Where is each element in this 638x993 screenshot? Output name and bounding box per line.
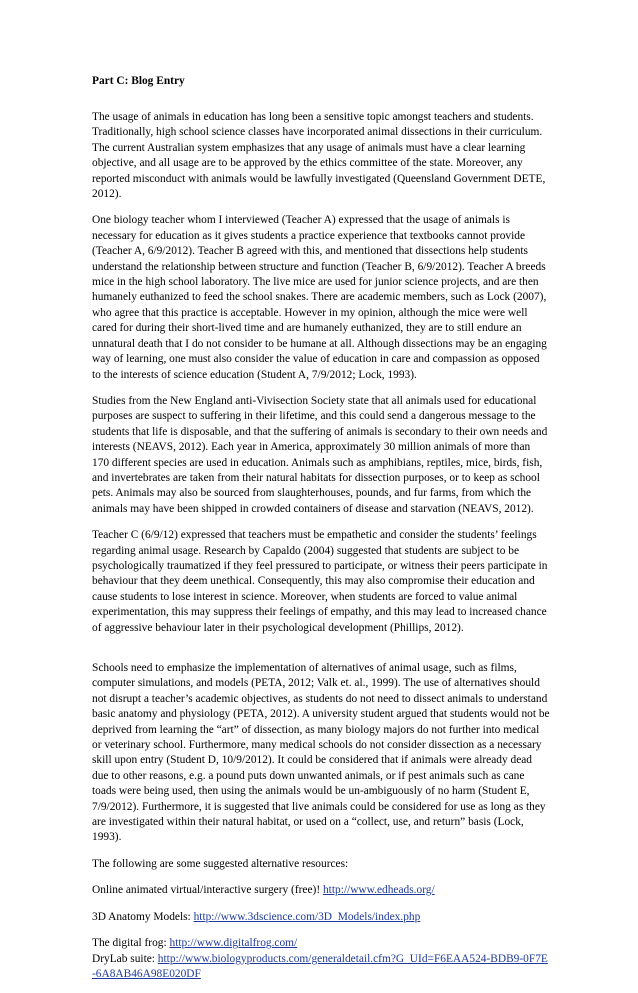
resource-3dscience bbox=[92, 910, 550, 925]
resource-edheads bbox=[92, 883, 550, 898]
paragraph-teacher-interviews: One biology teacher whom I interviewed (Teacher A) expressed that the usage of animals is necessary for education as it gives students a practice experience that textbooks cannot provide (Teacher A, 6/9/2012). Teacher B agreed with this, and mentioned that dissections help students understand the relationship between structure and function (Teacher B, 6/9/2012). Teacher A breeds mice in the high school laboratory. The live mice are used for junior science projects, and are then humanely euthanized to feed the school snakes. There are academic members, such as Lock (2007), who agree that this practice is acceptable. However in my opinion, although the mice were well cared for during their short-lived time and are humanely euthanized, they are to still endure an unnatural death that I do not consider to be humane at all. Although dissections may be an engaging way of learning, one must also consider the value of education in care and compassion as opposed to the interests of science education (Student A, 7/9/2012; Lock, 1993). bbox=[92, 214, 547, 381]
resource-digitalfrog bbox=[92, 936, 550, 951]
paragraph-student-feelings: Teacher C (6/9/12) expressed that teachers must be empathetic and consider the students’ feelings regarding animal usage. Research by Capaldo (2004) suggested that students are subject to be psychologically traumatized if they feel pressured to participate, or witness their peers participate in behaviour that they deem unethical. Consequently, this may also compromise their education and cause students to lose interest in science. Moreover, when students are forced to value animal experimentation, this may suppress their feelings of empathy, and this may lead to increased chance of aggressive behaviour later in their psychological development (Phillips, 2012). bbox=[92, 529, 548, 634]
resource-link[interactable]: http://www.3dscience.com/3D_Models/index.php bbox=[193, 910, 421, 923]
resource-label: The digital frog: bbox=[92, 937, 170, 950]
paragraph-neavs-studies: Studies from the New England anti-Vivisection Society state that all animals used for educational purposes are suspect to suffering in their lifetime, and this could send a dangerous message to the students that life is disposable, and that the suffering of animals is secondary to their own needs and interests (NEAVS, 2012). Each year in America, approximately 30 million animals of more than 170 different species are used in education. Animals such as amphibians, reptiles, mice, birds, fish, and invertebrates are taken from their natural habitats for dissection purposes, or to keep as school pets. Animals may also be sourced from slaughterhouses, pounds, and fur farms, from which the animals may have been shipped in crowded containers of disease and starvation (NEAVS, 2012). bbox=[92, 394, 548, 515]
blog-entry bbox=[92, 74, 550, 993]
resource-label: 3D Anatomy Models: bbox=[92, 910, 194, 923]
resource-label: Online animated virtual/interactive surgery (free)! bbox=[92, 884, 323, 897]
resource-link[interactable]: http://www.edheads.org/ bbox=[322, 884, 435, 897]
resource-label: DryLab suite: bbox=[92, 952, 158, 965]
paragraph-alternatives: Schools need to emphasize the implementation of alternatives of animal usage, such as films, computer simulations, and models (PETA, 2012; Valk et. al., 1999). The use of alternatives should not disrupt a teacher’s academic objectives, as students do not need to dissect animals to understand basic anatomy and physiology (PETA, 2012). A university student argued that students would not be deprived from learning the “art” of dissection, as many biology majors do not further into medical or veterinary school. Furthermore, many medical schools do not consider dissection as a necessary skill upon entry (Student D, 10/9/2012). It could be considered that if animals were already dead due to other reasons, e.g. a pound puts down unwanted animals, or if pest animals such as cane toads were being used, then using the animals would be un-ambiguously of no harm (Student E, 7/9/2012). Furthermore, it is suggested that live animals could be considered for use as long as they are investigated within their natural habitat, or used on a “collect, use, and return” basis (Lock, 1993). bbox=[92, 662, 550, 844]
paragraph-intro: The usage of animals in education has long been a sensitive topic amongst teachers and students. Traditionally, high school science classes have incorporated animal dissections in their curriculum. The current Australian system emphasizes that any usage of animals must have a clear learning objective, and all usage are to be approved by the ethics committee of the state. Moreover, any reported misconduct with animals would be lawfully investigated (Queensland Government DETE, 2012). bbox=[92, 111, 546, 201]
section-heading: Part C: Blog Entry bbox=[92, 75, 185, 87]
paragraph-resources-intro: The following are some suggested alternative resources: bbox=[92, 857, 349, 870]
resource-link[interactable]: http://www.biologyproducts.com/generaldetail.cfm?G_UId=F6EAA524-BDB9-0F7E-6A8AB46A98E020DF bbox=[92, 952, 548, 980]
resource-drylab bbox=[92, 952, 550, 983]
resource-link[interactable]: http://www.digitalfrog.com/ bbox=[169, 937, 298, 950]
